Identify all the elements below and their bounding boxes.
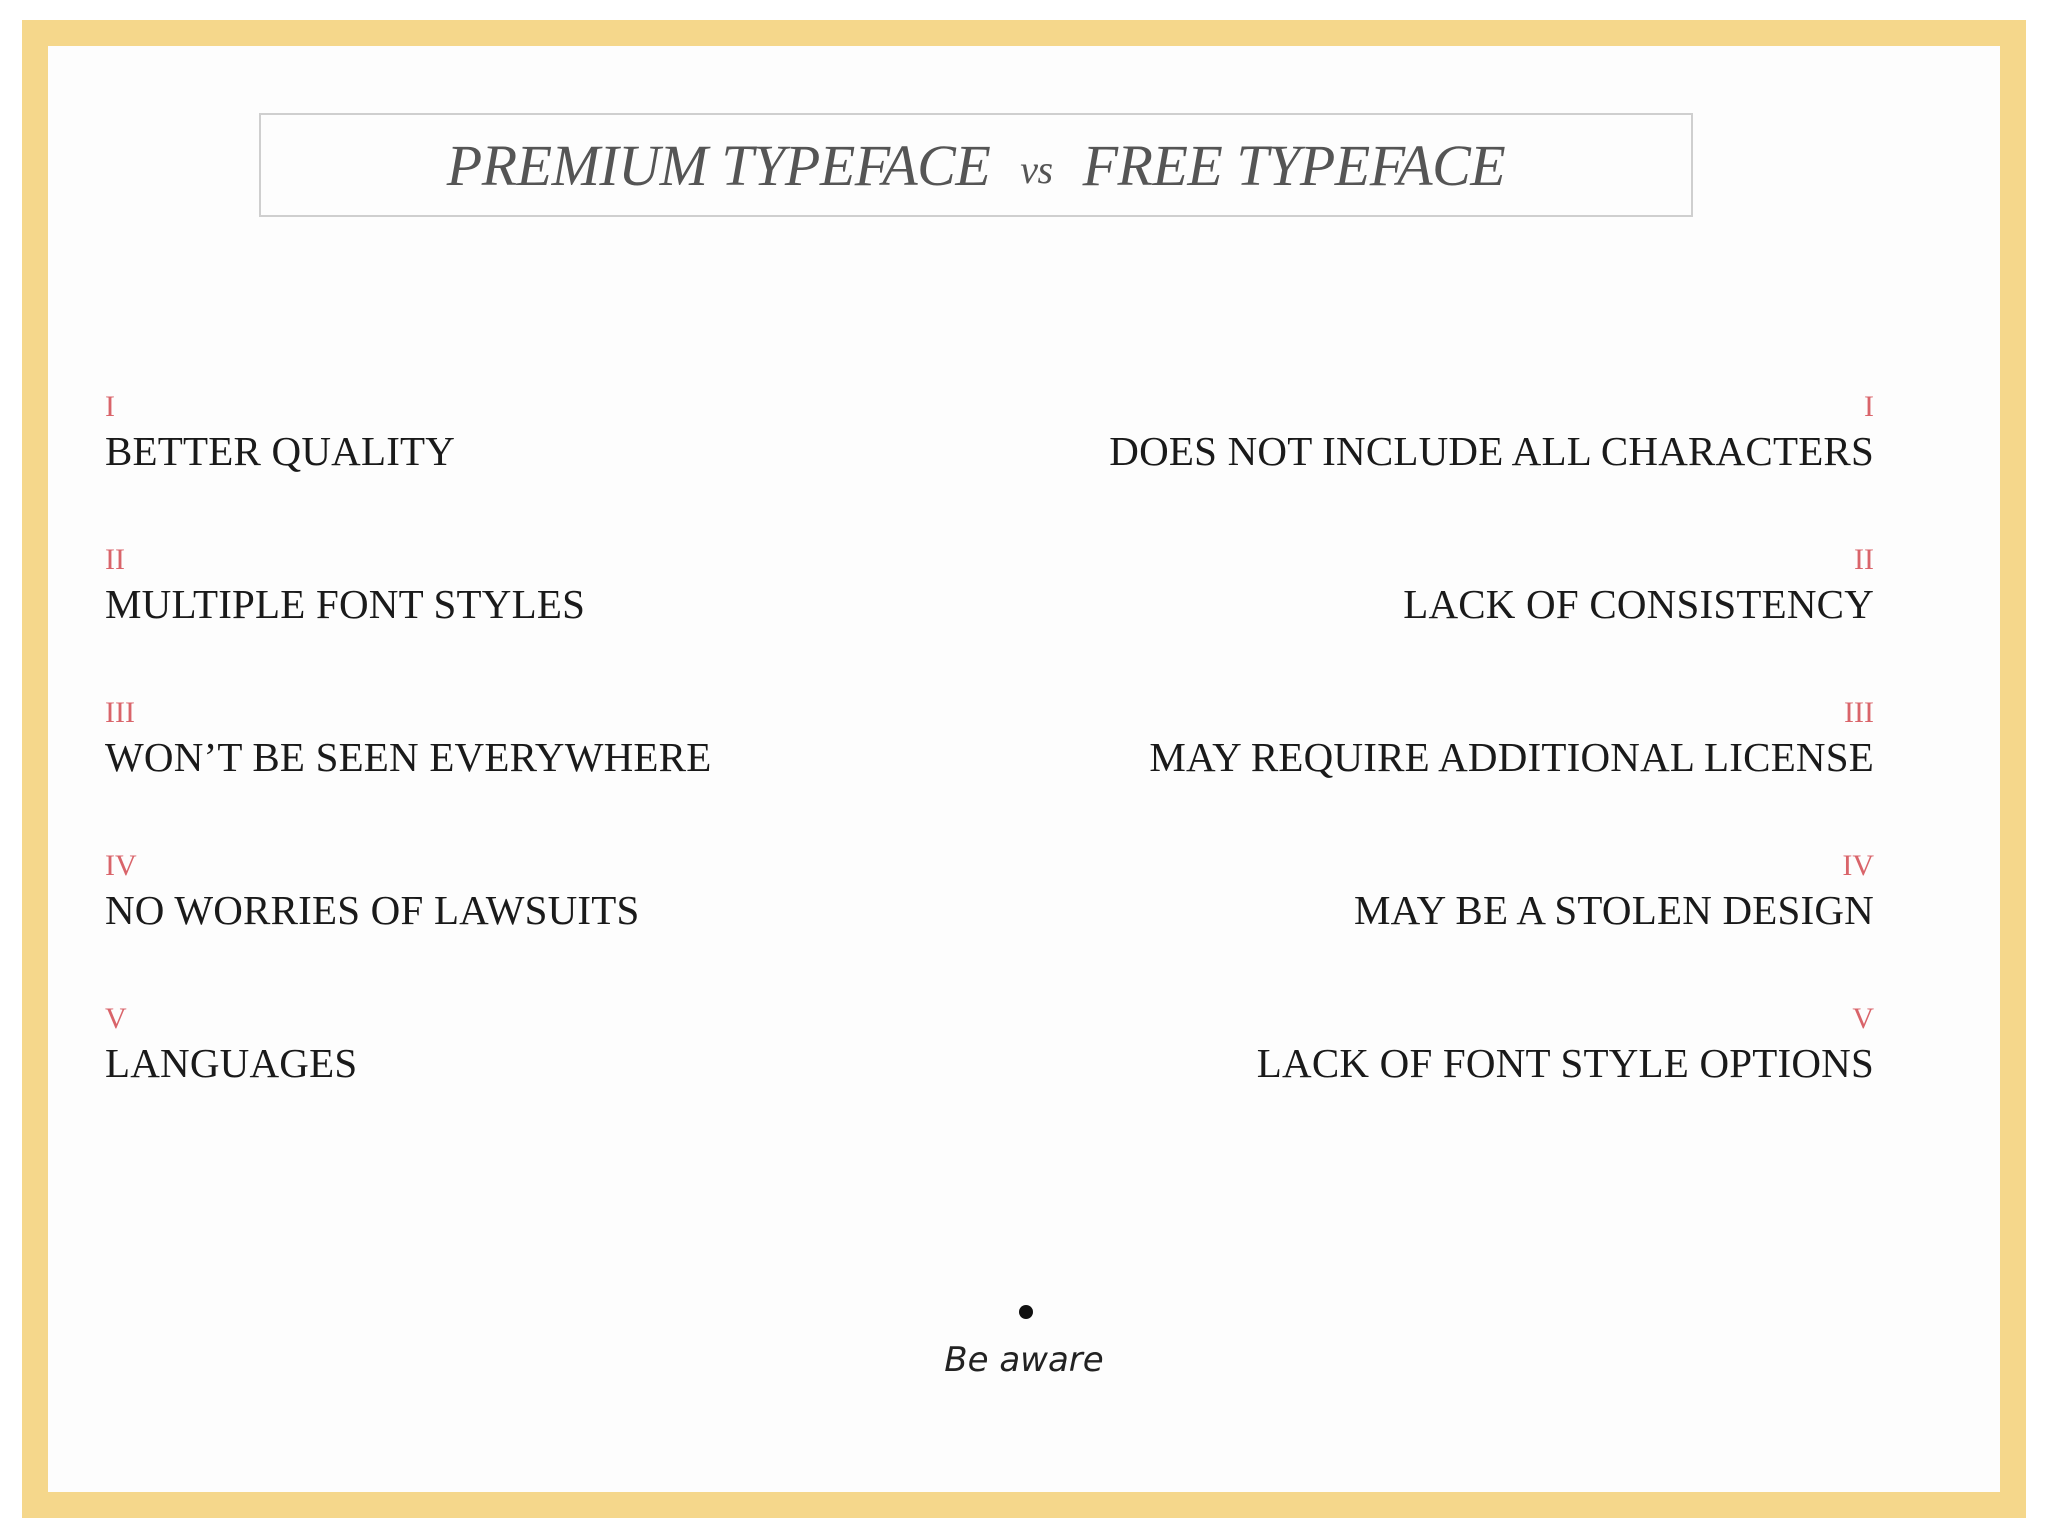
premium-numeral: III — [105, 696, 135, 729]
free-numeral: III — [1844, 696, 1874, 729]
premium-numeral: I — [105, 390, 115, 423]
premium-label: LANGUAGES — [105, 1040, 358, 1086]
free-numeral: I — [1864, 390, 1874, 423]
title-premium: PREMIUM TYPEFACE — [446, 132, 991, 198]
title-free: FREE TYPEFACE — [1082, 132, 1506, 198]
free-numeral: II — [1854, 543, 1874, 576]
premium-label: MULTIPLE FONT STYLES — [105, 581, 586, 627]
premium-label: WON’T BE SEEN EVERYWHERE — [105, 734, 712, 780]
premium-numeral: IV — [105, 849, 137, 882]
premium-label: NO WORRIES OF LAWSUITS — [105, 887, 640, 933]
premium-list — [105, 390, 1005, 1155]
free-label: MAY REQUIRE ADDITIONAL LICENSE — [1149, 734, 1874, 780]
title-box — [259, 113, 1693, 217]
bullet-dot — [1019, 1305, 1033, 1319]
premium-item — [105, 543, 1005, 696]
free-list — [974, 390, 1874, 1155]
free-item — [974, 1002, 1874, 1155]
premium-numeral: II — [105, 543, 125, 576]
premium-item — [105, 696, 1005, 849]
free-numeral: IV — [1842, 849, 1874, 882]
free-item — [974, 849, 1874, 1002]
free-label: LACK OF FONT STYLE OPTIONS — [1256, 1040, 1874, 1086]
free-item — [974, 390, 1874, 543]
premium-item — [105, 390, 1005, 543]
footer-caption: Be aware — [944, 1340, 1104, 1380]
free-label: MAY BE A STOLEN DESIGN — [1353, 887, 1874, 933]
free-item — [974, 543, 1874, 696]
premium-item — [105, 1002, 1005, 1155]
free-label: DOES NOT INCLUDE ALL CHARACTERS — [1109, 428, 1874, 474]
free-item — [974, 696, 1874, 849]
premium-label: BETTER QUALITY — [105, 428, 456, 474]
premium-item — [105, 849, 1005, 1002]
free-label: LACK OF CONSISTENCY — [1403, 581, 1874, 627]
title-vs: vs — [1020, 146, 1053, 192]
free-numeral: V — [1852, 1002, 1874, 1035]
premium-numeral: V — [105, 1002, 127, 1035]
